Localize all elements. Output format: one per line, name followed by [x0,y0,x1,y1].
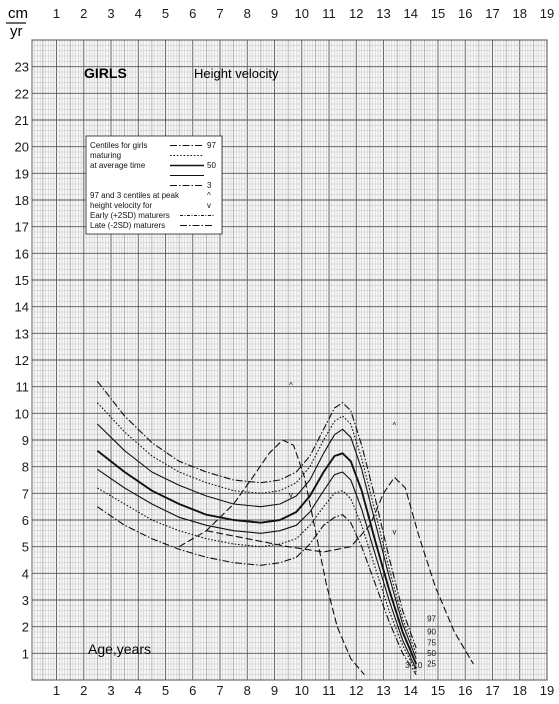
x-axis-label: Age,years [88,641,152,657]
curve-end-label: 3 [405,661,410,670]
x-tick-label-bottom: 18 [512,683,527,698]
x-tick-label-top: 15 [430,6,446,21]
y-unit-label-top: cm [8,5,28,22]
x-tick-label-bottom: 11 [322,683,336,698]
x-tick-label-bottom: 12 [349,683,364,698]
legend-entry-text: maturing [90,151,122,160]
legend-entry-text: at average time [90,161,146,170]
x-tick-label-bottom: 16 [458,683,473,698]
curve-end-label: 25 [427,659,437,669]
y-tick-label: 11 [15,379,29,395]
x-tick-label-bottom: 10 [294,683,309,698]
x-tick-label-bottom: 14 [403,683,418,698]
legend-entry-marker: ^ [207,191,211,200]
x-tick-label-bottom: 17 [485,683,500,698]
x-tick-label-bottom: 6 [189,683,197,698]
x-tick-label-top: 2 [80,6,88,21]
y-tick-label: 10 [14,406,29,422]
peak-marker: ^ [392,421,397,430]
curve-end-label: 97 [427,614,437,624]
y-tick-label: 7 [21,486,29,502]
chart-subtitle: Height velocity [194,66,279,81]
legend-entry-text: Early (+2SD) maturers [90,211,170,220]
x-tick-label-top: 9 [270,6,279,21]
y-tick-label: 8 [21,459,29,475]
x-tick-label-top: 18 [512,6,527,21]
y-tick-label: 5 [21,539,29,555]
x-tick-label-bottom: 13 [376,683,391,698]
x-tick-label-bottom: 19 [539,683,555,698]
curve-end-label: 10 [413,661,423,670]
x-tick-label-top: 7 [216,6,224,21]
peak-marker: ^ [288,381,293,390]
x-tick-label-top: 6 [189,6,197,21]
peak-marker: v [288,490,293,500]
x-tick-label-top: 19 [539,6,555,21]
y-tick-label: 21 [14,113,29,128]
legend-entry-text: Centiles for girls [90,141,148,150]
x-tick-label-top: 14 [403,6,418,21]
x-tick-label-top: 12 [349,6,364,21]
y-tick-label: 4 [21,566,29,582]
x-tick-label-top: 5 [161,6,170,21]
y-tick-label: 13 [14,326,29,342]
x-tick-label-top: 1 [52,6,61,21]
y-tick-label: 22 [14,86,29,102]
legend-entry-marker: 3 [207,181,212,190]
y-tick-label: 15 [14,273,29,288]
legend-entry-marker: 50 [207,161,216,170]
x-tick-label-top: 4 [134,6,142,21]
x-tick-label-bottom: 1 [52,683,61,698]
y-tick-label: 14 [14,299,29,315]
x-tick-label-top: 10 [294,6,309,21]
y-tick-label: 2 [21,619,29,635]
x-tick-label-bottom: 2 [80,683,88,698]
y-tick-label: 12 [14,353,29,368]
y-tick-label: 6 [21,513,29,528]
legend [86,136,222,234]
x-tick-label-bottom: 8 [243,683,251,698]
y-tick-label: 17 [14,219,29,235]
y-tick-label: 16 [14,246,29,262]
y-tick-label: 1 [21,646,29,662]
peak-marker: v [392,527,397,537]
legend-entry-text: Late (-2SD) maturers [90,221,166,230]
x-tick-label-bottom: 9 [270,683,279,698]
x-tick-label-top: 16 [458,6,473,21]
y-unit-label-bottom: yr [10,23,23,40]
x-tick-label-bottom: 15 [430,683,446,698]
y-tick-label: 23 [14,59,29,75]
chart-title: GIRLS [84,65,127,81]
curve-end-label: 90 [427,627,437,637]
x-tick-label-top: 3 [107,6,115,21]
y-tick-label: 9 [21,433,29,448]
x-tick-label-top: 8 [243,6,251,21]
legend-entry-text: height velocity for [90,201,153,210]
legend-entry-marker: v [207,201,211,210]
legend-entry-text: 97 and 3 centiles at peak [90,191,179,200]
y-tick-label: 18 [14,193,29,208]
y-tick-label: 3 [21,593,29,608]
x-tick-label-bottom: 5 [161,683,170,698]
y-tick-label: 20 [14,139,29,155]
curve-end-label: 75 [427,638,437,648]
x-tick-label-bottom: 4 [134,683,142,698]
y-tick-label: 19 [14,166,29,182]
x-tick-label-top: 17 [485,6,500,21]
x-tick-label-top: 11 [322,6,336,21]
x-tick-label-top: 13 [376,6,391,21]
legend-entry-marker: 97 [207,141,216,150]
curve-end-label: 50 [427,649,437,658]
x-tick-label-bottom: 7 [216,683,224,698]
x-tick-label-bottom: 3 [107,683,115,698]
